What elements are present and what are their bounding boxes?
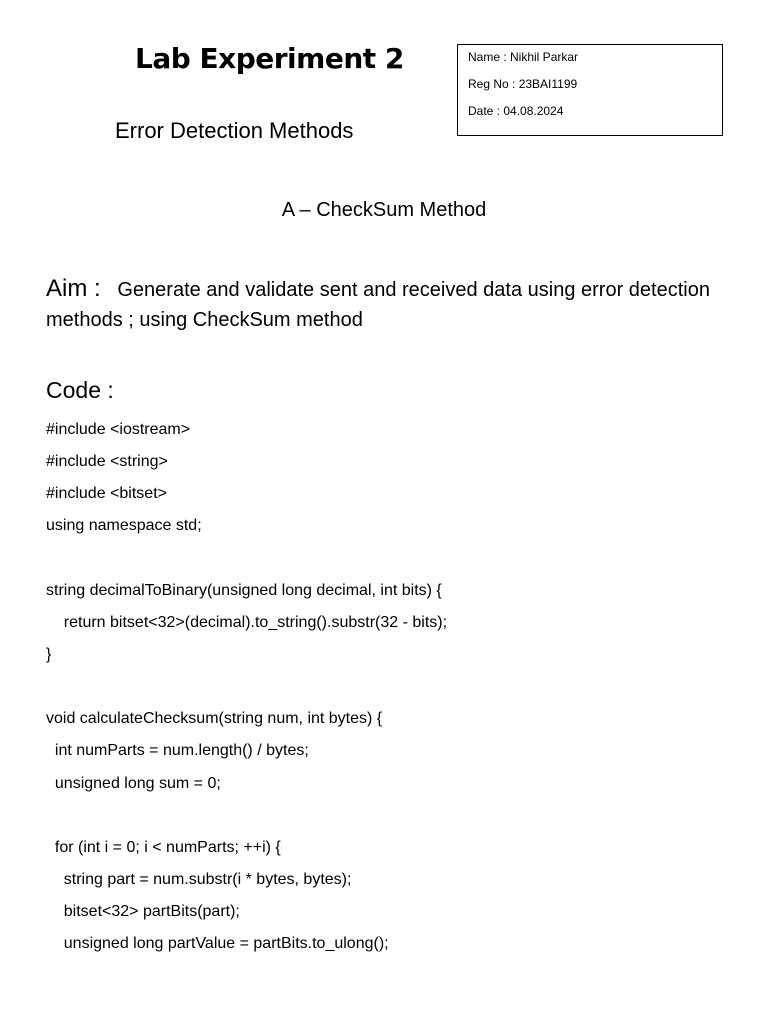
code-line: #include <iostream> — [46, 421, 191, 438]
aim-paragraph — [46, 274, 726, 335]
code-block — [46, 417, 447, 963]
aim-text: Generate and validate sent and received data using error detection methods ; using CheckSum method — [46, 279, 710, 331]
document-title: Lab Experiment 2 — [135, 42, 404, 75]
code-line: string part = num.substr(i * bytes, bytes); — [46, 870, 352, 888]
code-line: unsigned long partValue = partBits.to_ulong(); — [46, 935, 389, 953]
registration-number: Reg No : 23BAI1199 — [468, 77, 578, 91]
code-line: int numParts = num.length() / bytes; — [46, 742, 309, 760]
code-line — [46, 803, 447, 835]
code-line: for (int i = 0; i < numParts; ++i) { — [46, 838, 281, 856]
section-heading: A – CheckSum Method — [281, 199, 487, 221]
code-line: string decimalToBinary(unsigned long decimal, int bits) { — [46, 581, 442, 599]
code-line: unsigned long sum = 0; — [46, 774, 221, 792]
code-line: using namespace std; — [46, 517, 202, 535]
code-label: Code : — [46, 377, 114, 403]
code-line: void calculateChecksum(string num, int bytes) { — [46, 710, 383, 728]
code-line: bitset<32> partBits(part); — [46, 903, 240, 921]
document-subtitle: Error Detection Methods — [115, 118, 354, 143]
aim-spacer — [106, 279, 112, 301]
student-info-box — [457, 44, 723, 136]
code-line: #include <string> — [46, 453, 168, 471]
code-line — [46, 674, 447, 706]
code-line: } — [46, 645, 52, 663]
submission-date: Date : 04.08.2024 — [468, 104, 564, 118]
code-line: return bitset<32>(decimal).to_string().substr(32 - bits); — [46, 613, 448, 631]
code-line — [46, 546, 447, 578]
code-line: #include <bitset> — [46, 485, 167, 503]
student-name: Name : Nikhil Parkar — [468, 50, 579, 64]
aim-label: Aim : — [46, 275, 101, 302]
